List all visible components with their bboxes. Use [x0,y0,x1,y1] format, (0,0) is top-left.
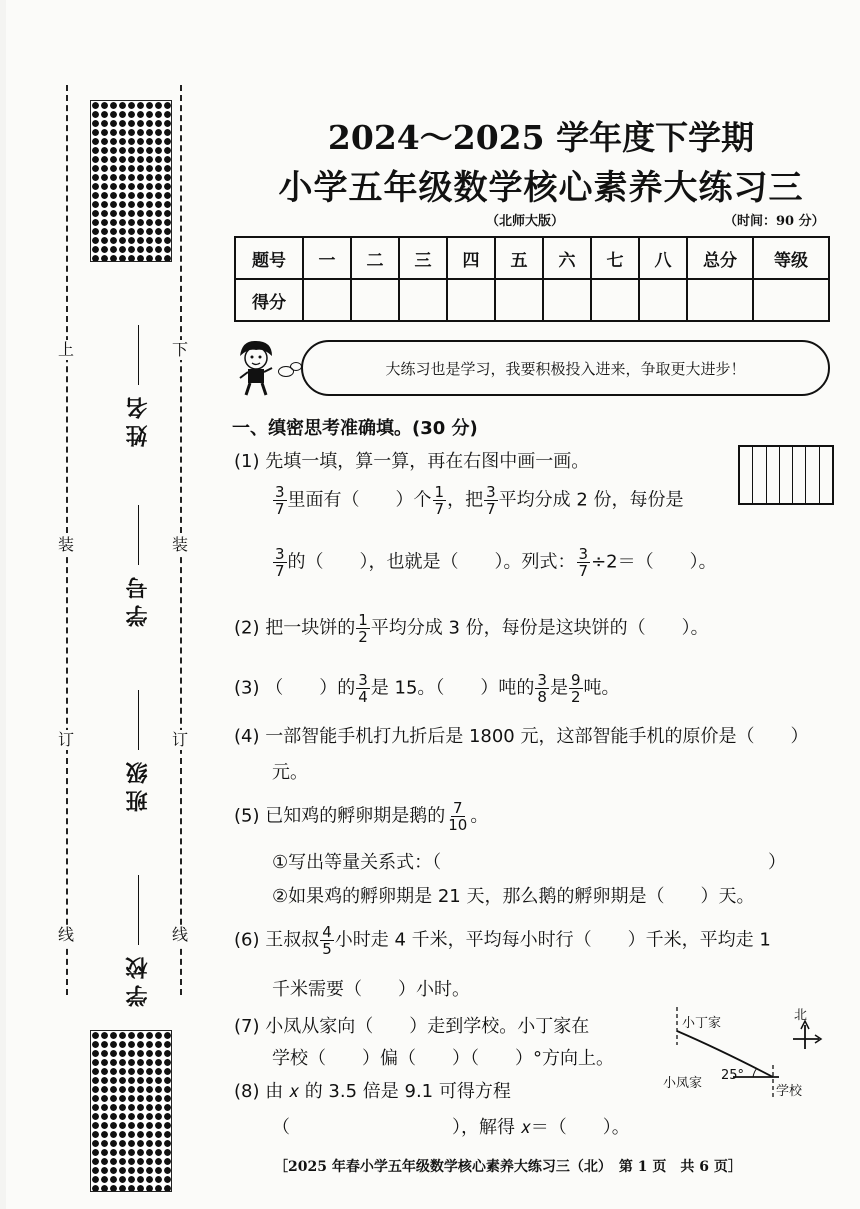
name-field[interactable] [118,325,158,447]
denominator: 2 [358,628,368,646]
student-id-label: 学号 [125,571,151,627]
q8-line [234,1077,511,1103]
fraction-3-7 [577,546,591,579]
score-cell[interactable] [753,279,829,321]
fraction-strip-diagram[interactable] [738,445,834,505]
q8-text: 由 𝑥 的 3.5 倍是 9.1 可得方程 [265,1081,511,1102]
q1-text: 里面有（ ）个 [287,489,432,511]
q4-line [234,722,808,748]
score-cell[interactable] [399,279,447,321]
header-cell: 八 [639,237,687,279]
header-cell: 七 [591,237,639,279]
strip-segment [780,447,793,503]
numerator: 3 [275,545,285,563]
q3-text: 是 [549,677,568,699]
halftone-block-top [90,100,172,262]
q5-text: 已知鸡的孵卵期是鹅的 [265,805,446,827]
exam-title-line1: 2024～2025 学年度下学期 [327,118,755,157]
q7-line [234,1012,589,1038]
q1-text: ÷2＝（ ）。 [591,551,717,573]
score-row-label: 得分 [235,279,303,321]
fraction-3-8 [535,672,549,705]
denominator: 7 [434,500,445,518]
q3-text: （ ）的 [265,677,356,699]
q4-number: (4) [234,726,260,747]
motto-cloud [301,340,830,396]
numerator: 3 [275,483,285,501]
q8-number: (8) [234,1081,260,1102]
header-cell: 二 [351,237,399,279]
map-angle-label: 25° [721,1068,745,1083]
school-label: 学校 [125,951,151,1007]
time-limit: （时间：90 分） [724,214,825,229]
score-cell[interactable] [591,279,639,321]
school-field[interactable] [118,875,158,1007]
numerator: 1 [434,483,445,501]
motto-text: 大练习也是学习，我要积极投入进来，争取更大进步！ [385,359,746,378]
fraction-3-7 [273,484,287,517]
q1-intro-line [234,447,589,473]
header-cell: 一 [303,237,351,279]
name-fill-line [138,325,139,385]
binding-char-top-left: 上 [58,340,75,359]
map-label-school: 学校 [776,1084,803,1099]
numerator: 3 [486,483,496,501]
strip-segment [806,447,819,503]
header-cell: 五 [495,237,543,279]
q5-sub2: ②如果鸡的孵卵期是 21 天，那么鹅的孵卵期是（ ）天。 [272,886,755,907]
header-cell: 总分 [687,237,753,279]
header-cell: 四 [447,237,495,279]
denominator: 5 [322,940,332,958]
q5-number: (5) [234,805,260,827]
map-label-xiaofeng: 小凤家 [663,1076,703,1091]
numerator: 3 [358,671,368,689]
denominator: 4 [358,688,368,706]
q5-sub1-close: ） [768,852,786,873]
numerator: 7 [453,799,463,817]
fraction-1-2 [356,612,370,645]
numerator: 3 [537,671,547,689]
binding-char-ding-left: 订 [58,730,75,749]
score-cell[interactable] [543,279,591,321]
binding-char-bottom-right: 下 [172,340,189,359]
header-cell: 题号 [235,237,303,279]
q4-text: 一部智能手机打九折后是 1800 元，这部智能手机的原价是（ ） [265,726,809,747]
denominator: 10 [448,816,468,834]
student-id-fill-line [138,505,139,565]
denominator: 7 [275,500,285,518]
cartoon-boy-icon [234,338,278,398]
numerator: 4 [322,923,332,941]
strip-segment [740,447,753,503]
q6-text: 王叔叔 [265,929,320,951]
student-id-field[interactable] [118,505,158,627]
q1-line3 [272,546,717,579]
q3-text: 是 15。（ ）吨的 [370,677,535,699]
strip-segment [767,447,780,503]
q3-line [234,672,620,705]
denominator: 2 [570,688,581,706]
score-table [234,236,830,322]
school-fill-line [138,875,139,945]
q2-line [234,612,709,645]
halftone-block-bottom [90,1030,172,1192]
q1-text: 平均分成 2 份，每份是 [498,489,684,511]
q6-text: 小时走 4 千米，平均每小时行（ ）千米，平均走 1 [334,929,771,951]
numerator: 1 [358,611,368,629]
score-table-score-row [235,279,829,321]
binding-char-zhuang-left: 装 [58,535,75,554]
score-cell[interactable] [351,279,399,321]
q3-text: 吨。 [583,677,620,699]
fraction-7-10 [446,800,469,833]
fraction-3-7 [273,546,287,579]
map-label-north: 北 [794,1008,808,1023]
name-label: 姓名 [125,391,151,447]
section-1-heading: 一、缜密思考准确填。(30 分) [232,418,478,439]
score-cell[interactable] [447,279,495,321]
q1-number: (1) [234,451,260,472]
score-cell[interactable] [687,279,753,321]
numerator: 3 [578,545,589,563]
binding-char-zhuang-right: 装 [172,535,189,554]
fraction-3-4 [356,672,370,705]
fraction-3-7 [484,484,498,517]
binding-char-xian-left: 线 [58,925,75,944]
denominator: 8 [537,688,547,706]
page-footer: ［2025 年春小学五年级数学核心素养大练习三（北） 第 1 页 共 6 页］ [274,1159,742,1175]
header-cell: 等级 [753,237,829,279]
q3-number: (3) [234,677,260,699]
map-label-xiaoding: 小丁家 [682,1016,722,1031]
denominator: 7 [275,562,285,580]
q7-line2: 学校（ ）偏（ ）（ ）°方向上。 [272,1048,614,1069]
q1-text: 的（ ），也就是（ ）。列式： [287,551,576,573]
score-cell[interactable] [639,279,687,321]
q5-text: 。 [470,805,489,827]
q6-line [234,924,771,957]
class-label: 班级 [125,756,151,812]
q6-line2: 千米需要（ ）小时。 [272,979,470,1000]
q7-text: 小凤从家向（ ）走到学校。小丁家在 [265,1016,590,1037]
class-fill-line [138,690,139,750]
score-cell[interactable] [495,279,543,321]
exam-title-line2: 小学五年级数学核心素养大练习三 [278,168,804,208]
q6-number: (6) [234,929,260,951]
class-field[interactable] [118,690,158,812]
binding-char-xian-right: 线 [172,925,189,944]
score-cell[interactable] [303,279,351,321]
q5-line [234,800,488,833]
q2-text: 把一块饼的 [265,617,356,639]
q1-line2 [272,484,684,517]
strip-segment [820,447,832,503]
strip-segment [793,447,806,503]
header-cell: 三 [399,237,447,279]
q2-text: 平均分成 3 份，每份是这块饼的（ ）。 [370,617,709,639]
numerator: 9 [570,671,581,689]
binding-char-ding-right: 订 [172,730,189,749]
header-cell: 六 [543,237,591,279]
q2-number: (2) [234,617,260,639]
fraction-4-5 [320,924,334,957]
denominator: 7 [486,500,496,518]
q1-text: ，把 [447,489,484,511]
q8-line2: （ ），解得 𝑥＝（ ）。 [272,1117,630,1138]
q7-number: (7) [234,1016,260,1037]
strip-segment [753,447,766,503]
q4-line2: 元。 [272,762,308,783]
exam-page [6,0,860,1209]
fraction-9-2 [569,672,583,705]
denominator: 7 [578,562,589,580]
score-table-header-row [235,237,829,279]
fraction-1-7 [433,484,447,517]
q1-intro-text: 先填一填，算一算，再在右图中画一画。 [265,451,590,472]
edition-label: （北师大版） [486,214,565,229]
q5-sub1: ①写出等量关系式：（ [272,852,442,873]
